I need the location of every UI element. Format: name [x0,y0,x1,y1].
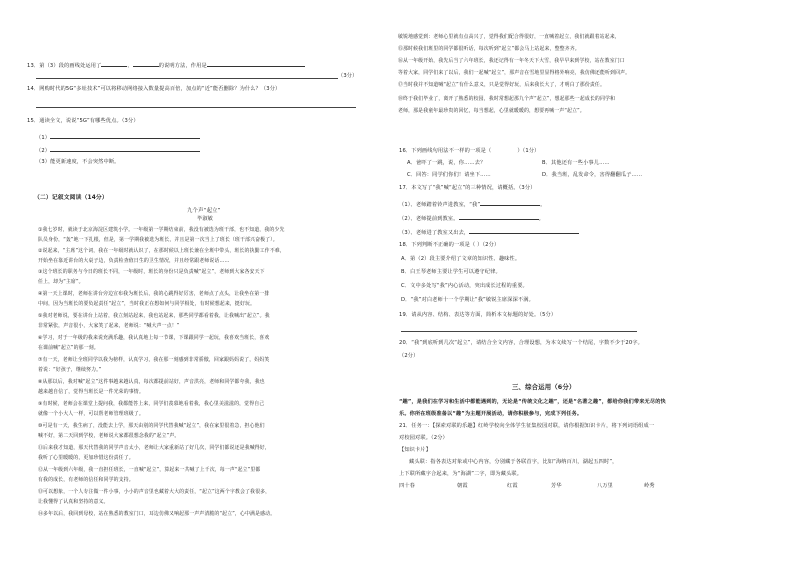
answer-blank[interactable] [50,133,200,139]
paragraph-line: 着说：“好孩子，继续努力。” [38,367,102,373]
paragraph-line: ⑥学习，对于一年级的我来说充满乐趣，我认真地上每一节课，下课跟同学一起玩，我喜欢当班长，喜欢 [38,335,270,341]
section-heading: 三、综合运用（6分） [512,383,576,391]
paragraph-line: 在课前喊“起立”的那一刻。 [38,345,99,351]
paragraph-line: ⑩可是有一天，我生病了，没能去上学，那天由别的同学代替我喊“起立”，我在家里很着急，担心他们 [38,423,265,429]
word-option: 红霞 [507,483,518,489]
card-title: 【知识卡片】 [399,447,432,453]
article-title: 九个声“起立” [187,208,221,214]
paragraph-line: 开始坐在靠近讲台的大桌子边，负责检查值日生的卫生情况，并且经常跟老师说话…… [38,258,230,264]
option: C．回答：同学们你们！请坐下…… [407,172,491,178]
word-option: 芳华 [551,483,562,489]
paragraph-line: ⑭多年以后，我回到母校，站在熟悉的教室门口，耳边仿佛又响起那一声声清脆的“起立”，心中满是感动。 [38,511,276,517]
word-option: 八万里 [597,483,614,489]
answer-blank[interactable] [207,61,305,67]
paragraph-line: ⑦有一天，老师让全班同学以我为榜样，认真学习，我在那一刻感到非常骄傲，回家跟妈妈说了，妈妈笑 [38,357,270,363]
answer-blank[interactable] [459,214,539,220]
paragraph-line: 任上，却为“主席”。 [38,279,84,285]
answer-item-2: （2）、老师提前到教室。 。 [399,216,544,222]
paragraph-line: ③这个班长的职务与今日的班长不同，一年级时，班长的身份只是负责喊“起立”，老师到大家各安天下 [38,269,265,275]
paragraph-line: 喊不好，第二天回到学校，老师说大家都很想念我的“起立”声。 [38,433,180,439]
question-21-cont: 对校园对联。（2分） [399,435,448,441]
option: B．其他还有一些小事儿…… [542,160,610,166]
answer-blank[interactable] [50,146,200,152]
paragraph-line: 让我懂得了认真和坚持的意义。 [38,499,109,505]
question-14: 14．网购时代的5G“多址技术”可以将移动网络接入数量提高百倍，加点的“近”能否删除？为什么？（3分） [27,86,281,92]
paragraph-line: 越来越自信了，觉得当班长是一件光荣的事情。 [38,389,144,395]
question-15: 15．通读全文，说说“5G”有哪些优点。（3分） [27,118,139,124]
option: B．白王琴老师主要让学生可以遵守纪律。 [401,269,501,275]
option: A．爸吓了一跳，说，你……去？ [407,160,486,166]
paragraph-line: ⑮那时候我们班里的同学都很听话，每次听到“起立”都会马上站起来，整整齐齐。 [398,46,580,52]
answer-blank[interactable] [480,200,540,206]
word-option: 四十春 [399,483,416,489]
intro-line: “趣”，是我们在学习和生活中都能遇到的，无论是“传统文化之趣”，还是“名著之趣”，都给你我们带来无尽的快 [399,399,666,405]
card-text: 上下联所藏字合起来，为“海湖”二字，即为藏头联。 [399,471,523,477]
answer-item-2: （2） [36,146,200,155]
paragraph-line: 敏锐地感觉到：老师心里就有点高兴了，觉得我们配合得很好，一直喊着起立，我们就跟着站起来， [398,34,620,40]
paragraph-line: ⑪后来我才知道，那天代替我的同学声音太小，老师让大家重新站了好几次，同学们都说还是我喊得好， [38,445,270,451]
answer-line[interactable] [401,331,637,332]
question-16: 16．下列画线句用法不一样的一项是（ ）（1分） [399,148,540,154]
answer-blank[interactable] [469,228,579,234]
paragraph-line: 老师，那是我童年最珍贵的回忆，每当想起，心里就暖暖的，想要再喊一声“起立”。 [398,108,585,114]
answer-item-3: （3）、老师进了教室又出去， [399,228,579,237]
right-column [397,0,794,562]
paragraph-line: 我听了心里暖暖的，更加珍惜这份责任了。 [38,455,134,461]
paragraph-line: 队员身份，“轰”地一下扎根，但是，第一学期我被选为班长，并且是第一次当上了班长（班干部兴奋极了）。 [38,237,278,243]
answer-line[interactable] [36,107,356,108]
answer-item-3: （3）能更新速度，不会突然中断。 [36,159,120,165]
paragraph-line: ⑰当时我并不知道喊“起立”有什么意义，只是觉得好玩，后来我长大了，才明白了那份责任。 [398,82,605,88]
answer-item-1: （1） [36,133,200,142]
word-option: 朝霞 [457,483,468,489]
answer-line[interactable] [36,78,338,79]
option: D．我当班，乱发命令，害得翻翻瓜子…… [542,172,643,178]
paragraph-line: ⑬可以想象，一个人专注做一件小事，小小的声音里也藏着大大的责任，“起立”这两个字教会了我很多， [38,489,271,495]
paragraph-line: ④第一天上课时，老师在讲台旁边宣布我为班长后，我的心跳得好厉害，老师点了点头，让我坐在第一排 [38,291,270,297]
paragraph-line: 非常紧张，声音很小，大家笑了起来，老师说：“喊大声一点！” [38,323,180,329]
paragraph-line: 有我的成长，有老师的信任和同学的支持。 [38,477,134,483]
paragraph-line: ⑫从一年级到六年级，我一直担任班长，一直喊“起立”，算起来一共喊了上千次，每一声“起立”里都 [38,467,261,473]
card-text: 藏头联：指各表达对象或中心内容，分别藏于各联首字，比如“海纳百川，湖起五四时”， [409,459,618,465]
score: （3分） [338,73,358,79]
paragraph-line: ⑯从一年级开始，我先后当了六年班长，我还记得有一年冬天下大雪，我早早来到学校，站在教室门口 [398,58,625,64]
paragraph-line: 中间，因为当班长的要负起责任“起立”，当时我正在想如何与同学相处，有时候想起来，挺好玩。 [38,301,256,307]
question-20: 20．“我”到底听到几次“起立”，请结合全文内容，合理设想，为本文续写一个结尾，字数不少于20字。 [399,340,643,346]
question-13: 13．第（3）段的画线处运用了 、 的说明方法，作用是 [27,61,305,70]
option: D．“我”对白老师十一个学期让“我”敏锐主席深深不满。 [401,297,534,303]
paragraph-line: ⑱终于我们毕业了，离开了熟悉的校园，我时常想起那九个声“起立”，想起那些一起成长的同学和 [398,96,616,102]
question-19: 19．请从内容、结构、表达等方面，简析本文标题的好处。（5分） [399,312,557,318]
paragraph-line: 等着大家，同学们来了以后，我们一起喊“起立”，那声音在雪地里显得格外响亮，我仿佛还能听到回声。 [398,70,631,76]
option: C．文中多处写“我”内心活动，突出成长过程的重要。 [401,283,528,289]
intro-line: 乐。你所在班级准备以“趣”为主题开展活动，请你积极参与，完成下列任务。 [399,411,583,417]
paragraph-line: ⑨有时候，老师会在课堂上提问我，我都能答上来，同学们羡慕地看着我，我心里美滋滋的，觉得自己 [38,401,265,407]
paragraph-line: ⑤我对老师说，要在讲台上站着，我立刻站起来，我也站起来，那些同学都看着我，让我喊出“起立”。我 [38,313,270,319]
word-option: 岭秀 [644,483,655,489]
paragraph-line: ①我七岁时，就读于北京海淀区建筑小学。一年级第一学期结束前，我没有被选为班干部，也不知道，我的少先 [38,227,285,233]
score: （2分） [399,353,419,359]
answer-item-1: （1）、老师踏着铃声进教室，“我” 。 [399,202,546,208]
question-17: 17．本文写了“我”喊“起立”的三种情况，请概括。（3分） [399,185,536,191]
answer-blank[interactable] [133,61,159,67]
option: A．第（2）段主要介绍了文章的知识性、趣味性。 [401,256,521,262]
answer-blank[interactable] [101,61,127,67]
paragraph-line: ⑧从那以后，我对喊“起立”这件事越来越认真，每次都提前站好，声音洪亮，老师和同学都夸我，我也 [38,379,265,385]
paragraph-line: ②说起来，“主席”这个词，我在一年级时就认识了，在那时候以上班长兼在全班中带头，班长的执勤工作不难， [38,248,285,254]
article-author: 毕淑敏 [197,216,214,222]
paragraph-line: 就像一个小大人一样，可以帮老师管理班级了。 [38,411,144,417]
question-18: 18．下列判断不正确的一项是（ ）（2分） [399,242,500,248]
section-heading: （二）记叙文阅读（14分） [34,195,108,201]
question-21: 21．任务一：【探索对联的乐趣】红岭学校向全体学生征集校园对联，请你根据知识卡片，将下列词语组成一 [399,423,655,429]
